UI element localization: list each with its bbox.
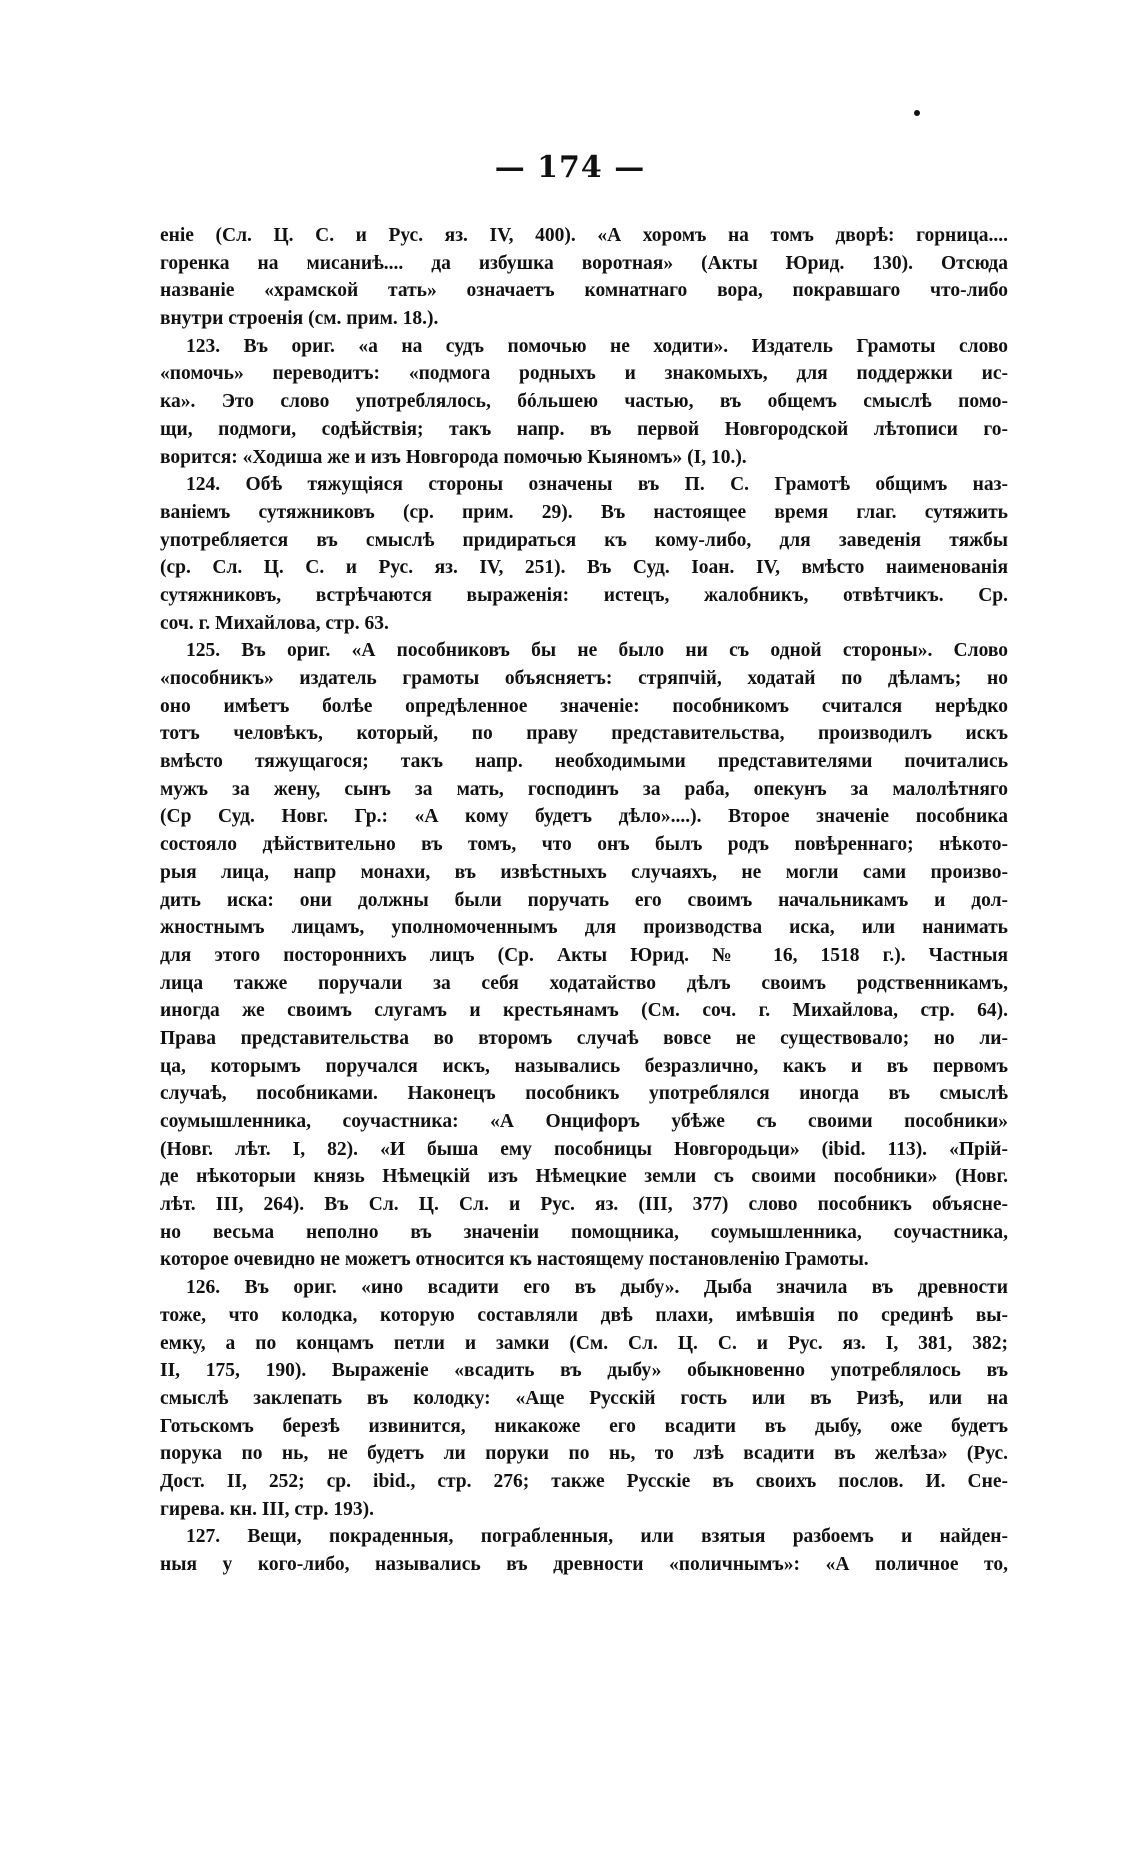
text-line: тотъ человѣкъ, который, по праву представительства, производилъ искъ <box>160 723 1008 745</box>
text-line: «пособникъ» издатель грамоты объясняетъ: стряпчій, ходатай по дѣламъ; но <box>160 668 1008 689</box>
text-line: Права представительства во второмъ случаѣ вовсе не существовало; но ли- <box>160 1027 1008 1049</box>
note-127-start: 127. Вещи, покраденныя, пограбленныя, или взятыя разбоемъ и найден- <box>186 1526 1008 1548</box>
note-126-start: 126. Въ ориг. «ино всадити его въ дыбу». Дыба значила въ древности <box>186 1277 1008 1299</box>
text-line: гирева. кн. III, стр. 193). <box>160 1498 375 1520</box>
text-line: щи, подмоги, содѣйствія; такъ напр. въ первой Новгородской лѣтописи го- <box>160 418 1008 440</box>
text-line: ка». Это слово употреблялось, бóльшею частью, въ общемъ смыслѣ помо- <box>160 391 1008 413</box>
text-line: Готьскомъ березѣ извинится, никакоже его всадити въ дыбу, оже будетъ <box>160 1415 1008 1437</box>
text-line: жностнымъ лицамъ, уполномоченнымъ для производства иска, или нанимать <box>160 917 1008 939</box>
text-line: де нѣкоторыи князь Нѣмецкій изъ Нѣмецкие земли съ своими пособники» (Новг. <box>160 1166 1008 1188</box>
text-line: емку, а по концамъ петли и замки (См. Сл. Ц. С. и Рус. яз. I, 381, 382; <box>160 1332 1008 1354</box>
text-line: еніе (Сл. Ц. С. и Рус. яз. IV, 400). «А хоромъ на томъ дворѣ: горница.... <box>160 225 1008 246</box>
print-speck <box>914 110 920 116</box>
text-line: внутри строенія (см. прим. 18.). <box>160 308 439 330</box>
text-line: состояло дѣйствительно въ томъ, что онъ былъ родъ повѣреннаго; нѣкото- <box>160 834 1008 856</box>
text-line: Дост. II, 252; ср. ibid., стр. 276; также Русскіе въ своихъ послов. И. Сне- <box>160 1470 1008 1492</box>
text-line: ныя у кого-либо, назывались въ древности «поличнымъ»: «А поличное то, <box>160 1554 1008 1575</box>
page-number: — 174 — <box>494 150 646 185</box>
note-124-start: 124. Обѣ тяжущіяся стороны означены въ П. С. Грамотѣ общимъ наз- <box>186 474 1008 496</box>
text-line: (ср. Сл. Ц. С. и Рус. яз. IV, 251). Въ Суд. Іоан. IV, вмѣсто наименованія <box>160 557 1008 579</box>
text-line: ваніемъ сутяжниковъ (ср. прим. 29). Въ настоящее время глаг. сутяжить <box>160 501 1008 523</box>
text-line: горенка на мисаниѣ.... да избушка воротная» (Акты Юрид. 130). Отсюда <box>160 252 1008 274</box>
text-line: употребляется въ смыслѣ придираться къ кому-либо, для заведенія тяжбы <box>160 529 1008 551</box>
text-line: лица также поручали за себя ходатайство дѣлъ своимъ родственникамъ, <box>160 972 1008 994</box>
note-123-start: 123. Въ ориг. «а на судъ помочью не ходити». Издатель Грамоты слово <box>186 335 1008 357</box>
text-line: дить иска: они должны были поручать его своимъ начальникамъ и дол- <box>160 889 1008 911</box>
text-line: случаѣ, пособниками. Наконецъ пособникъ употреблялся иногда въ смыслѣ <box>160 1083 1008 1105</box>
text-line: соч. г. Михайлова, стр. 63. <box>160 612 389 634</box>
text-line: сутяжниковъ, встрѣчаются выраженія: истецъ, жалобникъ, отвѣтчикъ. Ср. <box>160 584 1008 606</box>
text-line: рыя лица, напр монахи, въ извѣстныхъ случаяхъ, не могли сами произво- <box>160 861 1008 883</box>
text-line: мужъ за жену, сынъ за мать, господинъ за раба, опекунъ за малолѣтняго <box>160 778 1008 800</box>
text-line: «помочь» переводитъ: «подмога родныхъ и знакомыхъ, для поддержки ис- <box>160 363 1008 385</box>
text-line: для этого постороннихъ лицъ (Ср. Акты Юрид. № 16, 1518 г.). Частныя <box>160 944 1008 966</box>
text-line: ворится: «Ходиша же и изъ Новгорода помочью Кыяномъ» (I, 10.). <box>160 446 747 468</box>
text-line: оно имѣетъ болѣе опредѣленное значеніе: пособникомъ считался нерѣдко <box>160 695 1008 717</box>
note-125-start: 125. Въ ориг. «А пособниковъ бы не было ни съ одной стороны». Слово <box>186 640 1008 662</box>
text-line: которое очевидно не можетъ относится къ настоящему постановленію Грамоты. <box>160 1249 869 1271</box>
text-line: (Ср Суд. Новг. Гр.: «А кому будетъ дѣло»....). Второе значеніе пособника <box>160 806 1008 828</box>
text-line: иногда же своимъ слугамъ и крестьянамъ (См. соч. г. Михайлова, стр. 64). <box>160 1000 1008 1022</box>
text-line: II, 175, 190). Выраженіе «всадить въ дыбу» обыкновенно употреблялось въ <box>160 1360 1008 1382</box>
text-line: названіе «храмской тать» означаетъ комнатнаго вора, покравшаго что-либо <box>160 280 1008 302</box>
text-line: порука по нь, не будетъ ли поруки по нь, то лзѣ всадити въ желѣза» (Рус. <box>160 1443 1008 1465</box>
text-line: вмѣсто тяжущагося; такъ напр. необходимыми представителями почитались <box>160 751 1008 773</box>
text-line: ца, которымъ поручался искъ, назывались безразлично, какъ и въ первомъ <box>160 1055 1008 1077</box>
text-line: смыслѣ заклепать въ колодку: «Аще Русскій гость или въ Ризѣ, или на <box>160 1387 1008 1409</box>
text-line: соумышленника, соучастника: «А Онцифоръ убѣже съ своими пособники» <box>160 1111 1008 1132</box>
text-line: (Новг. лѣт. I, 82). «И быша ему пособницы Новгородьци» (ibid. 113). «Прій- <box>160 1138 1008 1160</box>
text-line: тоже, что колодка, которую составляли двѣ плахи, имѣвшія по срединѣ вы- <box>160 1304 1008 1326</box>
text-line: но весьма неполно въ значеніи помощника, соумышленника, соучастника, <box>160 1221 1008 1243</box>
text-line: лѣт. III, 264). Въ Сл. Ц. Сл. и Рус. яз. (III, 377) слово пособникъ объясне- <box>160 1194 1008 1216</box>
page-body <box>160 222 1008 1579</box>
